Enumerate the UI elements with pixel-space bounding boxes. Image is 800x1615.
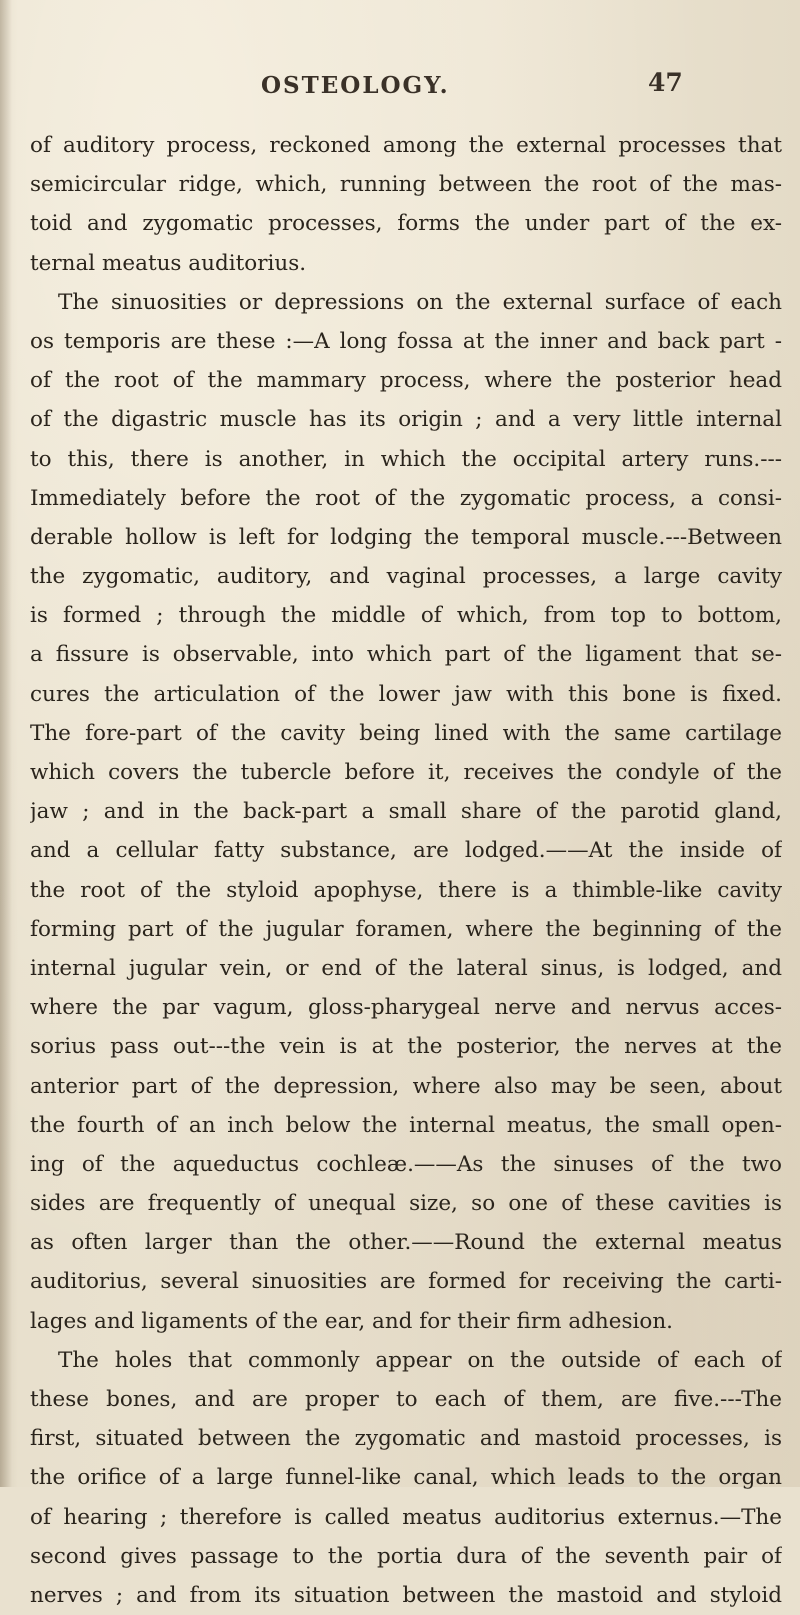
text-line: semicircular ridge, which, running between the root of the mas-: [30, 172, 782, 198]
text-line-paragraph-start: The sinuosities or depressions on the external surface of each: [58, 289, 782, 315]
page-number: 47: [648, 68, 683, 97]
text-line: as often larger than the other.——Round the external meatus: [30, 1230, 782, 1256]
text-line: the zygomatic, auditory, and vaginal processes, a large cavity: [30, 564, 782, 590]
text-line: ternal meatus auditorius.: [30, 250, 307, 276]
page-header: [0, 68, 800, 112]
text-line: The fore-part of the cavity being lined with the same cartilage: [30, 720, 782, 746]
text-line: of auditory process, reckoned among the external processes that: [30, 133, 782, 158]
text-line: jaw ; and in the back-part a small share of the parotid gland,: [30, 799, 782, 825]
text-line: ing of the aqueductus cochleæ.——As the sinuses of the two: [30, 1151, 782, 1177]
text-line: of hearing ; therefore is called meatus auditorius externus.—The: [30, 1504, 782, 1530]
text-line: auditorius, several sinuosities are formed for receiving the carti-: [30, 1269, 782, 1295]
text-line: is formed ; through the middle of which, from top to bottom,: [30, 603, 782, 629]
text-line: forming part of the jugular foramen, where the beginning of the: [30, 916, 782, 942]
text-line: internal jugular vein, or end of the lateral sinus, is lodged, and: [30, 955, 782, 981]
text-line: sorius pass out---the vein is at the posterior, the nerves at the: [30, 1034, 782, 1060]
text-line: cures the articulation of the lower jaw with this bone is fixed.: [30, 681, 782, 707]
text-line: of the digastric muscle has its origin ; and a very little internal: [30, 407, 782, 433]
text-line: these bones, and are proper to each of them, are five.---The: [30, 1387, 782, 1412]
text-line: anterior part of the depression, where also may be seen, about: [30, 1073, 782, 1099]
text-line: where the par vagum, gloss-pharygeal nerve and nervus acces-: [30, 995, 782, 1021]
text-line: derable hollow is left for lodging the temporal muscle.---Between: [30, 524, 782, 550]
text-line: a fissure is observable, into which part of the ligament that se-: [30, 642, 782, 668]
text-line: toid and zygomatic processes, forms the under part of the ex-: [30, 211, 782, 237]
text-line-paragraph-start: The holes that commonly appear on the outside of each of: [58, 1347, 782, 1373]
body-text: [30, 126, 782, 1615]
text-line: lages and ligaments of the ear, and for their firm adhesion.: [30, 1308, 674, 1334]
text-line: second gives passage to the portia dura of the seventh pair of: [30, 1543, 782, 1569]
text-line: sides are frequently of unequal size, so one of these cavities is: [30, 1191, 782, 1217]
text-line: to this, there is another, in which the occipital artery runs.---: [30, 446, 782, 472]
text-line: which covers the tubercle before it, receives the condyle of the: [30, 760, 782, 785]
text-line: of the root of the mammary process, where the posterior head: [30, 368, 782, 394]
text-line: os temporis are these :—A long fossa at the inner and back part -: [30, 328, 782, 354]
text-line: first, situated between the zygomatic and mastoid processes, is: [30, 1426, 782, 1452]
page-edge-shadow: [0, 0, 12, 1487]
text-line: the fourth of an inch below the internal meatus, the small open-: [30, 1112, 782, 1138]
text-line: nerves ; and from its situation between the mastoid and styloid: [30, 1582, 782, 1608]
text-line: the orifice of a large funnel-like canal, which leads to the organ: [30, 1465, 782, 1491]
text-line: and a cellular fatty substance, are lodged.——At the inside of: [30, 838, 782, 864]
text-line: the root of the styloid apophyse, there is a thimble-like cavity: [30, 877, 782, 903]
running-title: OSTEOLOGY.: [261, 72, 450, 99]
text-line: Immediately before the root of the zygomatic process, a consi-: [30, 485, 782, 511]
